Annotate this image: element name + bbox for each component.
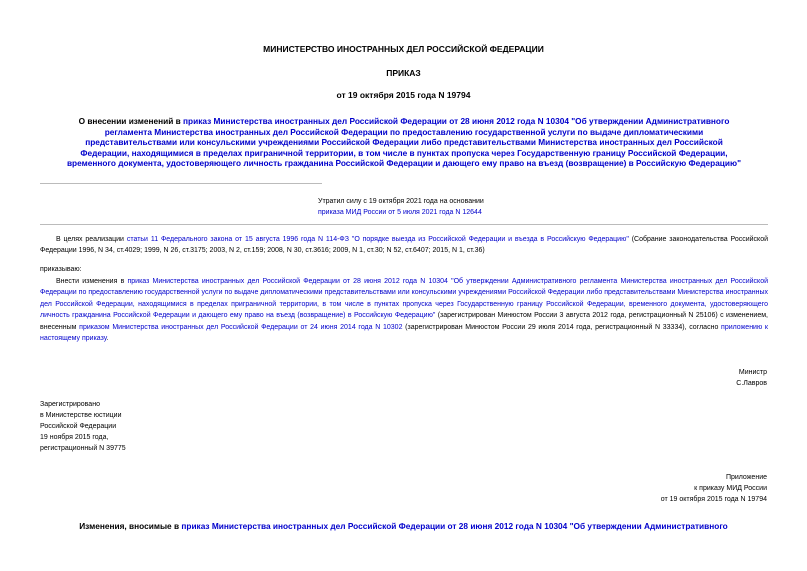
doc-date: от 19 октября 2015 года N 19794 (336, 90, 471, 100)
title-order-link[interactable]: приказ Министерства иностранных дел Российской Федерации от 28 июня 2012 года N 10304 "Об утверждении Административного регламента Министерства иностранных дел Российской Федерации по предоставлению государственной услуги по выдаче дипломатическими представительствами или консульскими учреждениями Российской Федерации либо представительствами Министерства иностранных дел Российской Федерации, находящимися в пределах приграничной территории, в том числе в пунктах пропуска через Государственную границу Российской Федерации, временного документа, удостоверяющего личность гражданина Российской Федерации и дающего ему право на въезд (возвращение) в Российскую Федерацию" (66, 116, 742, 169)
appendix-line: от 19 октября 2015 года N 19794 (660, 496, 767, 503)
registration-line: 19 ноября 2015 года, (40, 434, 109, 441)
body-text: Внести изменения в (56, 278, 128, 285)
title-prefix: О внесении изменений в (78, 116, 184, 126)
status-line: Утратил силу с 19 октября 2021 года на основании (318, 198, 484, 205)
order-word: приказываю: (40, 266, 82, 273)
signatory-name: С.Лавров (736, 380, 767, 387)
registration-line: регистрационный N 39775 (40, 445, 126, 452)
body-text: (зарегистрирован Минюстом России 29 июля 2014 года, регистрационный N 33334), согласно (402, 323, 722, 331)
changes-title-prefix: Изменения, вносимые в (79, 521, 182, 531)
appendix-line: к приказу МИД России (694, 485, 767, 492)
registration-block (40, 399, 126, 454)
amended-order-link[interactable]: приказ Министерства иностранных дел Российской Федерации от 28 июня 2012 года N 10304 "Об утверждении Административного регламента Министерства иностранных дел Российской Федерации по предоставлению государственной услуги по выдаче дипломатическими представительствами или консульскими учреждениями Российской Федерации либо представительствами Министерства иностранных дел Российской Федерации, находящимися в пределах приграничной территории, в том числе в пунктах пропуска через Государственную границу Российской Федерации, временного документа, удостоверяющего личность гражданина Российской Федерации и дающего ему право на въезд (возвращение) в Российскую Федерацию" (40, 278, 768, 320)
body-text: . (106, 335, 109, 343)
body-paragraph (40, 276, 768, 344)
changes-title (0, 521, 807, 532)
amendment-order-link[interactable]: приказом Министерства иностранных дел Российской Федерации от 24 июня 2014 года N 10302 (79, 323, 403, 331)
registration-line: Зарегистрировано (40, 401, 100, 408)
preamble-paragraph (40, 234, 768, 257)
doc-type: ПРИКАЗ (386, 68, 421, 78)
divider (40, 224, 768, 225)
appendix-block (661, 472, 767, 505)
ministry-heading: МИНИСТЕРСТВО ИНОСТРАННЫХ ДЕЛ РОССИЙСКОЙ ФЕДЕРАЦИИ (263, 44, 544, 54)
preamble-text: В целях реализации (56, 236, 127, 243)
divider (40, 183, 322, 184)
registration-line: в Министерстве юстиции (40, 412, 122, 419)
status-note (318, 196, 484, 218)
status-repeal-link[interactable]: приказа МИД России от 5 июля 2021 года N 12644 (318, 209, 482, 216)
changes-order-link[interactable]: приказ Министерства иностранных дел Российской Федерации от 28 июня 2012 года N 10304 "Об утверждении Административного (181, 521, 728, 531)
appendix-link[interactable]: приложению к настоящему приказу (40, 323, 768, 343)
appendix-line: Приложение (725, 474, 767, 481)
preamble-text: (Собрание законодательства Российской Федерации 1996, N 34, ст.4029; 1999, N 26, ст.3175; 2003, N 2, ст.159; 2008, N 30, ст.3616; 2009, N 1, ст.30; N 52, ст.6407; 2015, N 1, ст.36) (40, 236, 769, 255)
document-title (60, 116, 748, 169)
registration-line: Российской Федерации (40, 423, 117, 430)
signature-block (736, 367, 767, 389)
signatory-position: Министр (738, 369, 767, 376)
body-text: (зарегистрирован Минюстом России 3 августа 2012 года, регистрационный N 25106) с изменением, внесенным (40, 312, 768, 331)
federal-law-link[interactable]: статьи 11 Федерального закона от 15 августа 1996 года N 114-ФЗ "О порядке выезда из Российской Федерации и въезда в Российскую Федерацию" (126, 236, 629, 243)
